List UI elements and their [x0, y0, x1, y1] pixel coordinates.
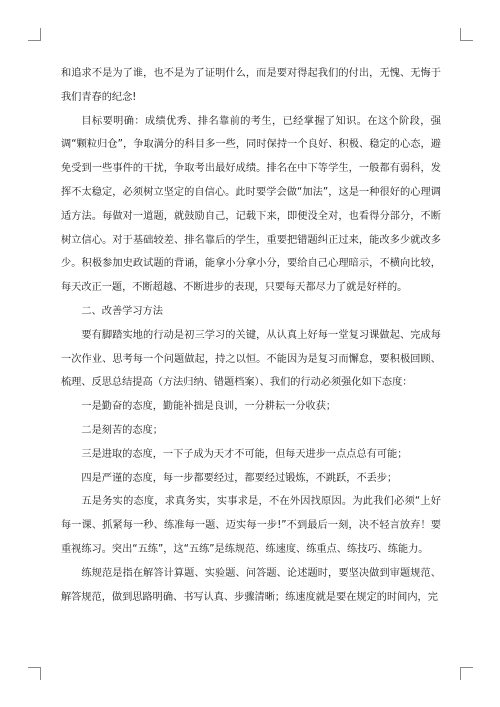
list-item-progress: 三是进取的态度，一下子成为天才不可能，但每天进步一点点总有可能；: [81, 448, 408, 460]
list-item-hard-work: 二是刻苦的态度；: [81, 424, 163, 436]
list-item-rigor: 四是严谨的态度，每一步都要经过，都要经过锻炼，不跳跃，不丢步；: [81, 472, 398, 484]
crop-mark-bottom-right: [460, 667, 473, 680]
paragraph-continuation: 和追求不是为了谁，也不是为了证明什么，而是要对得起我们的付出，无愧、无悔于我们青春的纪念!: [61, 68, 441, 103]
paragraph-goals: 目标要明确：成绩优秀、排名靠前的考生，已经掌握了知识。在这个阶段，强调“颗粒归仓”，争取满分的科目多一些，同时保持一个良好、积极、稳定的心态，避免受到一些事件的干扰，争取考出最好成绩。排名在中下等学生，一般都有弱科，发挥不太稳定，必须树立坚定的自信心。此时要学会做“加法”，这是一种很好的心理调适方法。每做对一道题，就鼓励自己，记载下来，即便没全对，也看得分部分，不断树立信心。对于基础较差、排名靠后的学生，重要把错题纠正过来，能改多少就改多少。积极参加史政试题的背诵，能拿小分拿小分，要给自己心理暗示，不横向比较，每天改正一题，不断超越、不断进步的表现，只要每天都尽力了就是好样的。: [61, 115, 441, 294]
section-heading: 二、改善学习方法: [81, 305, 163, 317]
list-item-pragmatism: 五是务实的态度，求真务实，实事求是，不在外因找原因。为此我们必须“上好每一课、抓紧每一秒、练准每一题、迈实每一步!”不到最后一刻，决不轻言放弃！要重视练习。突出“五练”，这“五练”是练规范、练速度、练重点、练技巧、练能力。: [61, 496, 441, 555]
crop-mark-top-right: [460, 28, 473, 41]
paragraph-action: 要有脚踏实地的行动是初三学习的关键，从认真上好每一堂复习课做起、完成每一次作业、思考每一个问题做起，持之以恒。不能因为是复习而懈怠，要积极回顾、梳理、反思总结提高（方法归纳、错题档案）、我们的行动必须强化如下态度：: [61, 329, 441, 389]
crop-mark-top-left: [28, 28, 41, 41]
paragraph-practice: 练规范是指在解答计算题、实验题、问答题、论述题时，要坚决做到审题规范、解答规范，做到思路明确、书写认真、步骤清晰；练速度就是要在规定的时间内，完: [61, 567, 441, 603]
list-item-diligence: 一是勤奋的态度，勤能补拙是良训，一分耕耘一分收获；: [81, 401, 337, 413]
crop-mark-bottom-left: [28, 667, 41, 680]
document-body: [61, 62, 441, 609]
